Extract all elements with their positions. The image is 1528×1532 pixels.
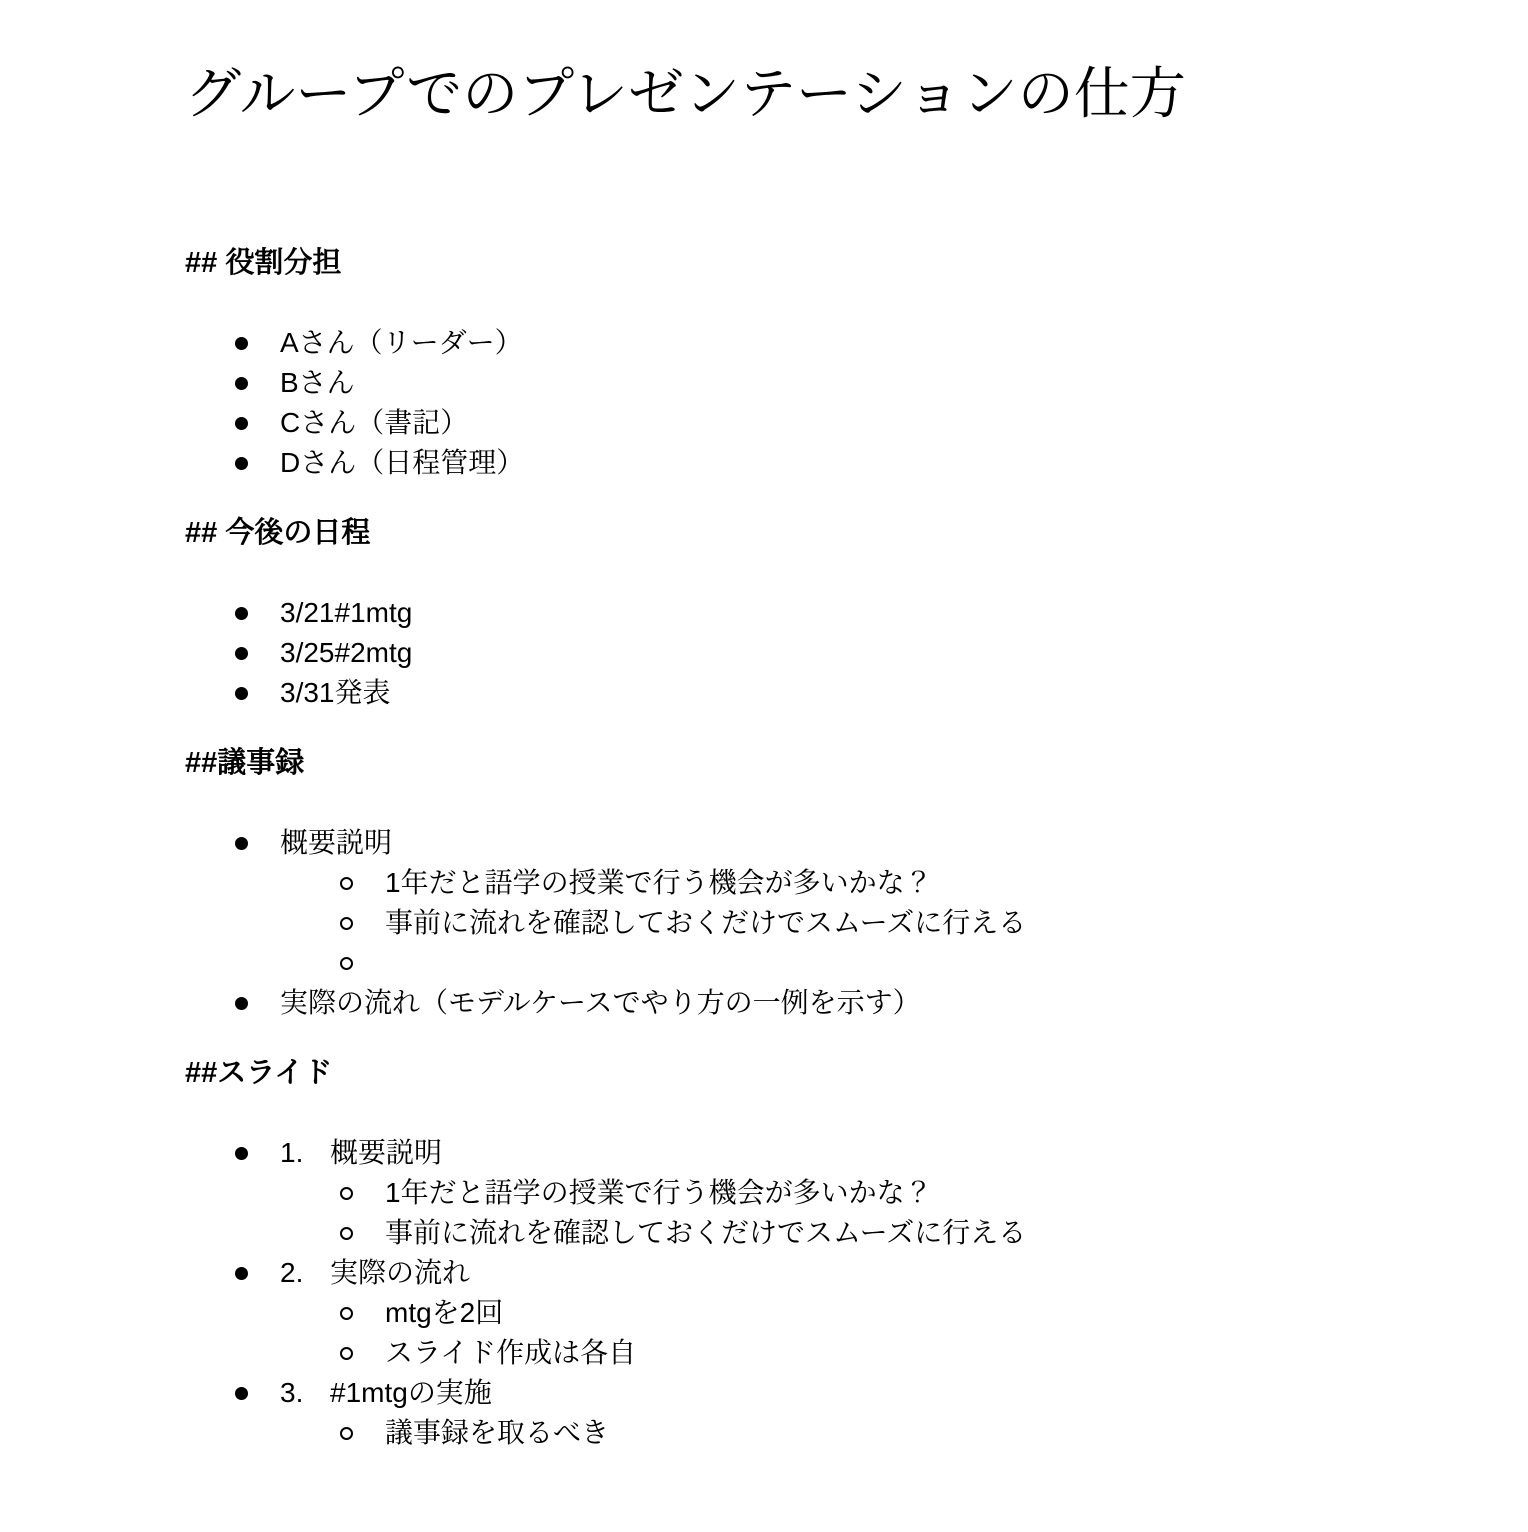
list-item — [185, 943, 1468, 983]
bullet-list — [185, 323, 1468, 483]
item-text: 概要説明 — [280, 826, 393, 858]
list-item — [185, 1133, 1468, 1173]
filled-bullet-icon — [235, 647, 248, 660]
section-heading: ## 今後の日程 — [185, 516, 371, 549]
item-text: 3/21#1mtg — [280, 596, 413, 628]
item-text: 事前に流れを確認しておくだけでスムーズに行える — [385, 1216, 1027, 1248]
hollow-bullet-icon — [340, 1347, 353, 1360]
list-item — [185, 1173, 1468, 1213]
filled-bullet-icon — [235, 337, 248, 350]
item-text: スライド作成は各自 — [385, 1336, 637, 1368]
document-title: グループでのプレゼンテーションの仕方 — [185, 62, 1186, 125]
bullet-list — [185, 1133, 1468, 1453]
list-item — [185, 1253, 1468, 1293]
section-heading: ##議事録 — [185, 746, 305, 779]
bullet-list — [185, 823, 1468, 1023]
item-text: Cさん（書記） — [280, 406, 469, 438]
list-item — [185, 593, 1468, 633]
list-item — [185, 673, 1468, 713]
document-body — [185, 243, 1468, 1453]
filled-bullet-icon — [235, 837, 248, 850]
list-item — [185, 1213, 1468, 1253]
hollow-bullet-icon — [340, 1227, 353, 1240]
list-item — [185, 983, 1468, 1023]
item-number: 1. — [280, 1136, 304, 1168]
filled-bullet-icon — [235, 377, 248, 390]
filled-bullet-icon — [235, 607, 248, 620]
item-text: 事前に流れを確認しておくだけでスムーズに行える — [385, 906, 1027, 938]
bullet-list — [185, 593, 1468, 713]
item-text: 概要説明 — [330, 1136, 443, 1168]
list-item — [185, 903, 1468, 943]
filled-bullet-icon — [235, 457, 248, 470]
section-heading: ## 役割分担 — [185, 246, 342, 279]
list-item — [185, 863, 1468, 903]
list-item — [185, 403, 1468, 443]
hollow-bullet-icon — [340, 877, 353, 890]
list-item — [185, 443, 1468, 483]
item-text: Dさん（日程管理） — [280, 446, 525, 478]
hollow-bullet-icon — [340, 917, 353, 930]
item-text: Bさん — [280, 366, 355, 398]
item-text: #1mtgの実施 — [330, 1376, 492, 1408]
item-text: 1年だと語学の授業で行う機会が多いかな？ — [385, 1176, 933, 1208]
hollow-bullet-icon — [340, 957, 353, 970]
filled-bullet-icon — [235, 687, 248, 700]
item-number: 3. — [280, 1376, 304, 1408]
item-text: 3/25#2mtg — [280, 636, 413, 668]
filled-bullet-icon — [235, 1387, 248, 1400]
item-text: Aさん（リーダー） — [280, 326, 523, 358]
item-text: 実際の流れ — [330, 1256, 471, 1288]
item-text: 議事録を取るべき — [385, 1416, 610, 1448]
list-item — [185, 1373, 1468, 1413]
list-item — [185, 823, 1468, 863]
filled-bullet-icon — [235, 417, 248, 430]
item-text: 実際の流れ（モデルケースでやり方の一例を示す） — [280, 986, 921, 1018]
item-text: mtgを2回 — [385, 1296, 504, 1328]
list-item — [185, 1413, 1468, 1453]
list-item — [185, 1333, 1468, 1373]
list-item — [185, 323, 1468, 363]
list-item — [185, 1293, 1468, 1333]
hollow-bullet-icon — [340, 1187, 353, 1200]
hollow-bullet-icon — [340, 1427, 353, 1440]
item-text: 3/31発表 — [280, 676, 391, 708]
hollow-bullet-icon — [340, 1307, 353, 1320]
item-text: 1年だと語学の授業で行う機会が多いかな？ — [385, 866, 933, 898]
filled-bullet-icon — [235, 1267, 248, 1280]
section-heading: ##スライド — [185, 1056, 333, 1089]
filled-bullet-icon — [235, 1147, 248, 1160]
list-item — [185, 633, 1468, 673]
list-item — [185, 363, 1468, 403]
item-number: 2. — [280, 1256, 304, 1288]
filled-bullet-icon — [235, 997, 248, 1010]
